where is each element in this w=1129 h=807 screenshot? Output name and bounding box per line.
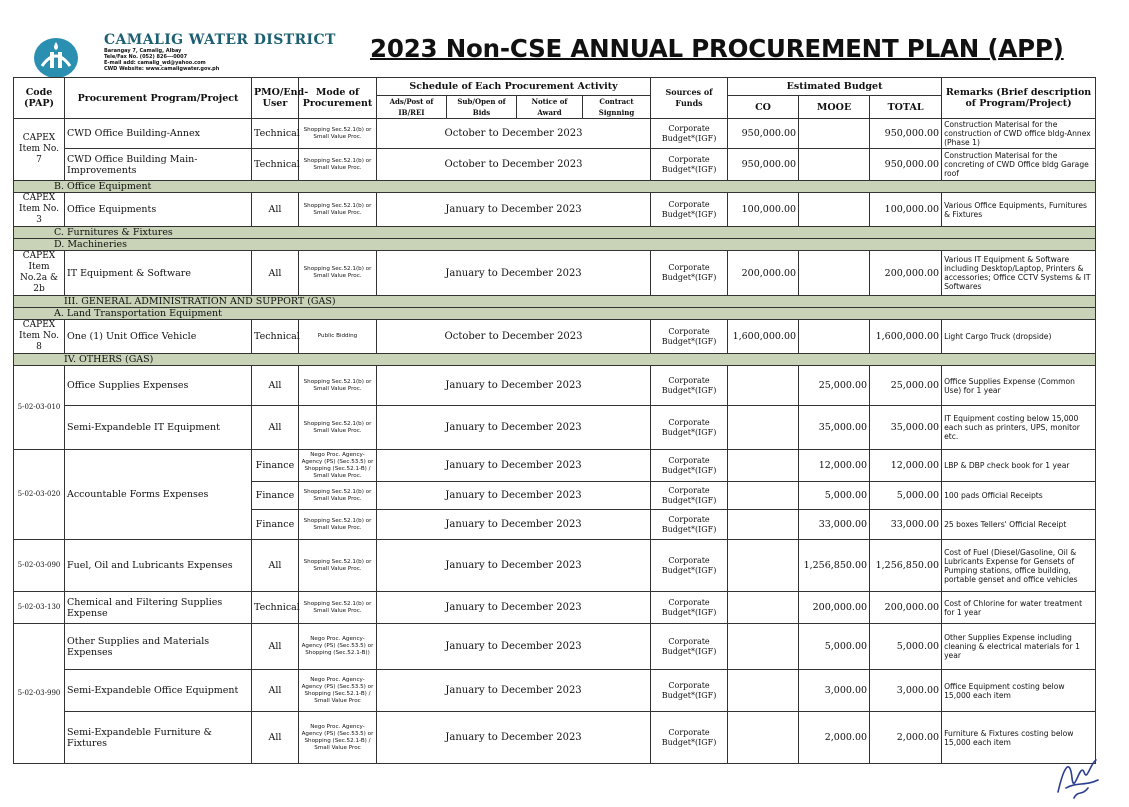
section-row — [14, 308, 1096, 320]
co-cell: 200,000.00 — [728, 251, 799, 296]
section-label: A. Land Transportation Equipment — [14, 308, 1096, 320]
program-cell: CWD Office Building-Annex — [65, 119, 252, 149]
co-cell — [728, 510, 799, 540]
pmo-cell: All — [252, 251, 299, 296]
remarks-cell: Furniture & Fixtures costing below 15,000 each item — [942, 712, 1096, 764]
total-cell: 100,000.00 — [870, 193, 942, 227]
funds-cell: Corporate Budget*(IGF) — [651, 592, 728, 624]
code-cell: 5-02-03-020 — [14, 450, 65, 540]
total-cell: 12,000.00 — [870, 450, 942, 482]
section-label: B. Office Equipment — [14, 181, 1096, 193]
mode-cell: Nego Proc. Agency-Agency (PS) (Sec.53.5) or Shopping (Sec.52.1-B) / Small Value Proc — [299, 670, 377, 712]
code-cell: 5-02-03-090 — [14, 540, 65, 592]
mode-cell: Nego Proc. Agency-Agency (PS) (Sec.53.5) or Shopping (Sec.52.1-B) / Small Value Proc. — [299, 450, 377, 482]
mode-cell: Shopping Sec.52.1(b) or Small Value Proc. — [299, 149, 377, 181]
remarks-cell: Office Equipment costing below 15,000 each item — [942, 670, 1096, 712]
schedule-cell: October to December 2023 — [377, 149, 651, 181]
code-cell: 5-02-03-990 — [14, 624, 65, 764]
co-cell — [728, 712, 799, 764]
code-cell: 5-02-03-010 — [14, 366, 65, 450]
funds-cell: Corporate Budget*(IGF) — [651, 450, 728, 482]
schedule-cell: January to December 2023 — [377, 510, 651, 540]
header-remarks: Remarks (Brief description of Program/Project) — [942, 78, 1096, 119]
co-cell — [728, 540, 799, 592]
header-ads: Ads/Post of IB/REI — [377, 96, 447, 119]
remarks-cell: LBP & DBP check book for 1 year — [942, 450, 1096, 482]
schedule-cell: January to December 2023 — [377, 251, 651, 296]
funds-cell: Corporate Budget*(IGF) — [651, 149, 728, 181]
funds-cell: Corporate Budget*(IGF) — [651, 624, 728, 670]
section-label: C. Furnitures & Fixtures — [14, 227, 1096, 239]
header-program: Procurement Program/Project — [65, 78, 252, 119]
code-cell: CAPEX Item No. 7 — [14, 119, 65, 181]
mode-cell: Nego Proc. Agency-Agency (PS) (Sec.53.5) or Shopping (Sec.52.1-B) / Small Value Proc — [299, 712, 377, 764]
pmo-cell: All — [252, 193, 299, 227]
water-district-logo-icon — [32, 36, 98, 80]
mooe-cell — [799, 320, 870, 354]
program-cell: IT Equipment & Software — [65, 251, 252, 296]
mooe-cell — [799, 149, 870, 181]
section-row — [14, 239, 1096, 251]
program-cell: Chemical and Filtering Supplies Expense — [65, 592, 252, 624]
section-label: III. GENERAL ADMINISTRATION AND SUPPORT (GAS) — [14, 296, 1096, 308]
funds-cell: Corporate Budget*(IGF) — [651, 540, 728, 592]
pmo-cell: Technical — [252, 592, 299, 624]
co-cell — [728, 406, 799, 450]
mode-cell: Shopping Sec.52.1(b) or Small Value Proc. — [299, 251, 377, 296]
mooe-cell: 3,000.00 — [799, 670, 870, 712]
procurement-plan-table — [13, 77, 1096, 764]
total-cell: 200,000.00 — [870, 592, 942, 624]
remarks-cell: Light Cargo Truck (dropside) — [942, 320, 1096, 354]
table-row — [14, 592, 1096, 624]
total-cell: 25,000.00 — [870, 366, 942, 406]
mode-cell: Shopping Sec.52.1(b) or Small Value Proc. — [299, 482, 377, 510]
mooe-cell: 12,000.00 — [799, 450, 870, 482]
section-row — [14, 227, 1096, 239]
table-row — [14, 119, 1096, 149]
page-title: 2023 Non-CSE ANNUAL PROCUREMENT PLAN (APP) — [370, 34, 1064, 63]
co-cell: 100,000.00 — [728, 193, 799, 227]
total-cell: 5,000.00 — [870, 482, 942, 510]
schedule-cell: January to December 2023 — [377, 366, 651, 406]
funds-cell: Corporate Budget*(IGF) — [651, 406, 728, 450]
header-sub: Sub/Open of Bids — [447, 96, 517, 119]
section-label: IV. OTHERS (GAS) — [14, 354, 1096, 366]
mode-cell: Shopping Sec.52.1(b) or Small Value Proc. — [299, 366, 377, 406]
co-cell — [728, 592, 799, 624]
total-cell: 1,600,000.00 — [870, 320, 942, 354]
pmo-cell: All — [252, 712, 299, 764]
funds-cell: Corporate Budget*(IGF) — [651, 510, 728, 540]
total-cell: 35,000.00 — [870, 406, 942, 450]
program-cell: Fuel, Oil and Lubricants Expenses — [65, 540, 252, 592]
mooe-cell: 2,000.00 — [799, 712, 870, 764]
mode-cell: Public Bidding — [299, 320, 377, 354]
program-cell: CWD Office Building Main-Improvements — [65, 149, 252, 181]
mooe-cell — [799, 119, 870, 149]
co-cell: 950,000.00 — [728, 149, 799, 181]
remarks-cell: Cost of Chlorine for water treatment for 1 year — [942, 592, 1096, 624]
table-row — [14, 366, 1096, 406]
organization-name: CAMALIG WATER DISTRICT — [104, 32, 336, 48]
table-row — [14, 624, 1096, 670]
header-award: Notice of Award — [517, 96, 583, 119]
pmo-cell: All — [252, 540, 299, 592]
remarks-cell: Other Supplies Expense including cleaning & electrical materials for 1 year — [942, 624, 1096, 670]
organization-address: Barangay 7, Camalig, Albay — [104, 48, 182, 54]
organization-website: CWD Website: www.camaligwater.gov.ph — [104, 66, 220, 72]
program-cell: Other Supplies and Materials Expenses — [65, 624, 252, 670]
remarks-cell: 100 pads Official Receipts — [942, 482, 1096, 510]
total-cell: 950,000.00 — [870, 149, 942, 181]
mooe-cell: 5,000.00 — [799, 482, 870, 510]
program-cell: Semi-Expandeble Office Equipment — [65, 670, 252, 712]
remarks-cell: Various IT Equipment & Software including Desktop/Laptop, Printers & accessories; Office CCTV Systems & IT Softwares — [942, 251, 1096, 296]
funds-cell: Corporate Budget*(IGF) — [651, 193, 728, 227]
funds-cell: Corporate Budget*(IGF) — [651, 251, 728, 296]
mooe-cell: 200,000.00 — [799, 592, 870, 624]
section-row — [14, 181, 1096, 193]
header-funds: Sources of Funds — [651, 78, 728, 119]
mooe-cell: 5,000.00 — [799, 624, 870, 670]
header-pmo: PMO/End-User — [252, 78, 299, 119]
code-cell: 5-02-03-130 — [14, 592, 65, 624]
mode-cell: Shopping Sec.52.1(b) or Small Value Proc. — [299, 540, 377, 592]
organization-email: E-mail add: camalig_wd@yahoo.com — [104, 60, 206, 66]
program-cell: Accountable Forms Expenses — [65, 450, 252, 540]
section-label: D. Machineries — [14, 239, 1096, 251]
co-cell — [728, 450, 799, 482]
total-cell: 33,000.00 — [870, 510, 942, 540]
program-cell: Office Equipments — [65, 193, 252, 227]
pmo-cell: Technical — [252, 149, 299, 181]
header-contract: Contract Signning — [583, 96, 651, 119]
schedule-cell: January to December 2023 — [377, 540, 651, 592]
co-cell — [728, 670, 799, 712]
schedule-cell: January to December 2023 — [377, 624, 651, 670]
pmo-cell: Finance — [252, 510, 299, 540]
mode-cell: Shopping Sec.52.1(b) or Small Value Proc. — [299, 193, 377, 227]
header-schedule: Schedule of Each Procurement Activity — [377, 78, 651, 96]
schedule-cell: January to December 2023 — [377, 193, 651, 227]
remarks-cell: Cost of Fuel (Diesel/Gasoline, Oil & Lubricants Expense for Gensets of Pumping stations, office building, portable genset and office vehicles — [942, 540, 1096, 592]
mooe-cell — [799, 193, 870, 227]
header-budget: Estimated Budget — [728, 78, 942, 96]
mode-cell: Shopping Sec.52.1(b) or Small Value Proc. — [299, 406, 377, 450]
total-cell: 2,000.00 — [870, 712, 942, 764]
organization-telefax: Tele/Fax No. (052) 826---0007 — [104, 54, 188, 60]
mooe-cell: 35,000.00 — [799, 406, 870, 450]
mode-cell: Shopping Sec.52.1(b) or Small Value Proc. — [299, 119, 377, 149]
funds-cell: Corporate Budget*(IGF) — [651, 119, 728, 149]
program-cell: Semi-Expandeble IT Equipment — [65, 406, 252, 450]
section-row — [14, 354, 1096, 366]
funds-cell: Corporate Budget*(IGF) — [651, 320, 728, 354]
program-cell: Office Supplies Expenses — [65, 366, 252, 406]
schedule-cell: October to December 2023 — [377, 119, 651, 149]
pmo-cell: All — [252, 624, 299, 670]
table-row — [14, 712, 1096, 764]
table-row — [14, 450, 1096, 482]
mode-cell: Nego Proc. Agency-Agency (PS) (Sec.53.5) or Shopping (Sec.52.1-B)) — [299, 624, 377, 670]
co-cell — [728, 624, 799, 670]
header-total: TOTAL — [870, 96, 942, 119]
schedule-cell: January to December 2023 — [377, 450, 651, 482]
signature-icon — [1052, 752, 1104, 804]
mooe-cell: 1,256,850.00 — [799, 540, 870, 592]
header-mode: Mode of Procurement — [299, 78, 377, 119]
mooe-cell: 25,000.00 — [799, 366, 870, 406]
pmo-cell: All — [252, 406, 299, 450]
header-code: Code (PAP) — [14, 78, 65, 119]
table-row — [14, 406, 1096, 450]
code-cell: CAPEX Item No. 8 — [14, 320, 65, 354]
remarks-cell: Construction Materisal for the construction of CWD office bldg-Annex (Phase 1) — [942, 119, 1096, 149]
remarks-cell: Various Office Equipments, Furnitures & Fixtures — [942, 193, 1096, 227]
schedule-cell: January to December 2023 — [377, 482, 651, 510]
pmo-cell: Technical — [252, 320, 299, 354]
program-cell: One (1) Unit Office Vehicle — [65, 320, 252, 354]
schedule-cell: January to December 2023 — [377, 712, 651, 764]
pmo-cell: Technical — [252, 119, 299, 149]
organization-block — [104, 32, 336, 72]
pmo-cell: Finance — [252, 482, 299, 510]
code-cell: CAPEX Item No. 3 — [14, 193, 65, 227]
section-row — [14, 296, 1096, 308]
pmo-cell: Finance — [252, 450, 299, 482]
funds-cell: Corporate Budget*(IGF) — [651, 670, 728, 712]
pmo-cell: All — [252, 366, 299, 406]
mooe-cell: 33,000.00 — [799, 510, 870, 540]
header-mooe: MOOE — [799, 96, 870, 119]
table-row — [14, 540, 1096, 592]
program-cell: Semi-Expandeble Furniture & Fixtures — [65, 712, 252, 764]
remarks-cell: Office Supplies Expense (Common Use) for 1 year — [942, 366, 1096, 406]
pmo-cell: All — [252, 670, 299, 712]
co-cell: 950,000.00 — [728, 119, 799, 149]
document-header — [0, 0, 1129, 82]
schedule-cell: October to December 2023 — [377, 320, 651, 354]
co-cell: 1,600,000.00 — [728, 320, 799, 354]
co-cell — [728, 366, 799, 406]
total-cell: 3,000.00 — [870, 670, 942, 712]
remarks-cell: 25 boxes Tellers' Official Receipt — [942, 510, 1096, 540]
schedule-cell: January to December 2023 — [377, 670, 651, 712]
header-co: CO — [728, 96, 799, 119]
mode-cell: Shopping Sec.52.1(b) or Small Value Proc. — [299, 510, 377, 540]
table-row — [14, 149, 1096, 181]
funds-cell: Corporate Budget*(IGF) — [651, 712, 728, 764]
table-row — [14, 670, 1096, 712]
table-row — [14, 320, 1096, 354]
remarks-cell: Construction Materisal for the concreting of CWD Office bldg Garage roof — [942, 149, 1096, 181]
mooe-cell — [799, 251, 870, 296]
mode-cell: Shopping Sec.52.1(b) or Small Value Proc. — [299, 592, 377, 624]
table-row — [14, 251, 1096, 296]
table-row — [14, 193, 1096, 227]
total-cell: 5,000.00 — [870, 624, 942, 670]
total-cell: 950,000.00 — [870, 119, 942, 149]
schedule-cell: January to December 2023 — [377, 592, 651, 624]
remarks-cell: IT Equipment costing below 15,000 each such as printers, UPS, monitor etc. — [942, 406, 1096, 450]
code-cell: CAPEX Item No.2a & 2b — [14, 251, 65, 296]
funds-cell: Corporate Budget*(IGF) — [651, 482, 728, 510]
total-cell: 1,256,850.00 — [870, 540, 942, 592]
schedule-cell: January to December 2023 — [377, 406, 651, 450]
co-cell — [728, 482, 799, 510]
funds-cell: Corporate Budget*(IGF) — [651, 366, 728, 406]
total-cell: 200,000.00 — [870, 251, 942, 296]
